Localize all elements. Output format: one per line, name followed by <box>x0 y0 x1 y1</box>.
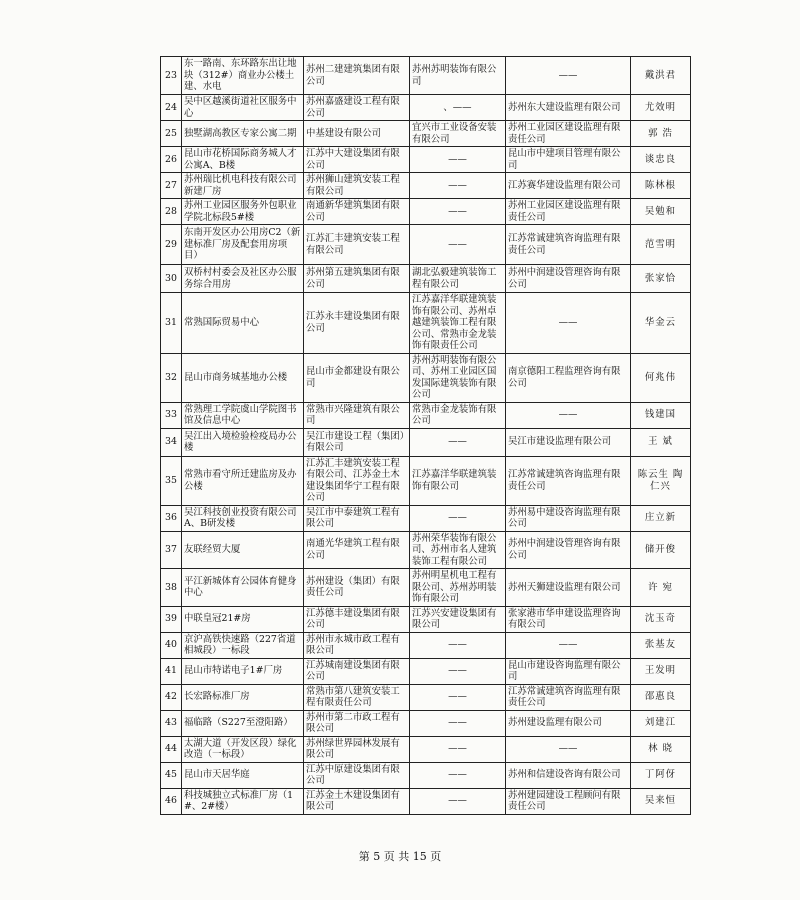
project-manager-cell: 庄立新 <box>631 505 691 531</box>
decoration-contractor-cell: —— <box>410 762 506 788</box>
table-row <box>161 606 691 632</box>
supervisor-cell: —— <box>506 736 631 762</box>
supervisor-cell: 昆山市中建项目管理有限公司 <box>506 147 631 173</box>
table-row <box>161 402 691 428</box>
contractor-cell: 中基建设有限公司 <box>304 121 410 147</box>
project-manager-cell: 丁阿伢 <box>631 762 691 788</box>
contractor-cell: 常熟市兴隆建筑有限公司 <box>304 402 410 428</box>
decoration-contractor-cell: 苏州荣华装饰有限公司、苏州市名人建筑装饰工程有限公司 <box>410 531 506 569</box>
project-manager-cell: 何兆伟 <box>631 353 691 402</box>
project-manager-cell: 刘建江 <box>631 710 691 736</box>
project-manager-cell: 范雪明 <box>631 225 691 265</box>
supervisor-cell: —— <box>506 402 631 428</box>
supervisor-cell: 苏州易中建设咨询监理有限公司 <box>506 505 631 531</box>
project-manager-cell: 戴洪君 <box>631 57 691 95</box>
contractor-cell: 苏州市永城市政工程有限公司 <box>304 632 410 658</box>
project-manager-cell: 张家恰 <box>631 265 691 293</box>
project-name-cell: 昆山市花桥国际商务城人才公寓A、B楼 <box>182 147 304 173</box>
decoration-contractor-cell: —— <box>410 505 506 531</box>
decoration-contractor-cell: 常熟市金龙装饰有限公司 <box>410 402 506 428</box>
contractor-cell: 苏州第五建筑集团有限公司 <box>304 265 410 293</box>
table-body <box>161 57 691 815</box>
supervisor-cell: 苏州中润建设管理咨询有限公司 <box>506 531 631 569</box>
project-name-cell: 吴中区越溪街道社区服务中心 <box>182 95 304 121</box>
row-number-cell: 44 <box>161 736 182 762</box>
project-manager-cell: 林 晓 <box>631 736 691 762</box>
project-manager-cell: 沈玉奇 <box>631 606 691 632</box>
row-number-cell: 37 <box>161 531 182 569</box>
supervisor-cell: 苏州工业园区建设监理有限责任公司 <box>506 121 631 147</box>
contractor-cell: 江苏永丰建设集团有限公司 <box>304 293 410 354</box>
decoration-contractor-cell: —— <box>410 788 506 814</box>
row-number-cell: 34 <box>161 428 182 456</box>
table-row <box>161 658 691 684</box>
table-row <box>161 428 691 456</box>
project-name-cell: 福临路（S227至澄阳路） <box>182 710 304 736</box>
table-row <box>161 531 691 569</box>
supervisor-cell: 苏州建园建设工程顾问有限责任公司 <box>506 788 631 814</box>
contractor-cell: 江苏中大建设集团有限公司 <box>304 147 410 173</box>
supervisor-cell: —— <box>506 293 631 354</box>
row-number-cell: 33 <box>161 402 182 428</box>
table-row <box>161 57 691 95</box>
supervisor-cell: 江苏常诚建筑咨询监理有限责任公司 <box>506 456 631 505</box>
table-row <box>161 632 691 658</box>
table-row <box>161 95 691 121</box>
row-number-cell: 29 <box>161 225 182 265</box>
contractor-cell: 吴江市建设工程（集团）有限公司 <box>304 428 410 456</box>
supervisor-cell: 苏州中润建设管理咨询有限公司 <box>506 265 631 293</box>
row-number-cell: 41 <box>161 658 182 684</box>
project-name-cell: 吴江出入境检验检疫局办公楼 <box>182 428 304 456</box>
project-manager-cell: 许 宛 <box>631 569 691 607</box>
project-name-cell: 科技城独立式标准厂房（1#、2#楼） <box>182 788 304 814</box>
decoration-contractor-cell: —— <box>410 684 506 710</box>
table-row <box>161 762 691 788</box>
project-name-cell: 双桥村村委会及社区办公服务综合用房 <box>182 265 304 293</box>
contractor-cell: 苏州市第二市政工程有限公司 <box>304 710 410 736</box>
supervisor-cell: 江苏常诚建筑咨询监理有限责任公司 <box>506 684 631 710</box>
contractor-cell: 苏州建设（集团）有限责任公司 <box>304 569 410 607</box>
project-manager-cell: 吴勉和 <box>631 199 691 225</box>
contractor-cell: 苏州绿世界园林发展有限公司 <box>304 736 410 762</box>
project-name-cell: 常熟国际贸易中心 <box>182 293 304 354</box>
decoration-contractor-cell: —— <box>410 199 506 225</box>
contractor-cell: 南通光华建筑工程有限公司 <box>304 531 410 569</box>
row-number-cell: 23 <box>161 57 182 95</box>
decoration-contractor-cell: 湖北弘毅建筑装饰工程有限公司 <box>410 265 506 293</box>
contractor-cell: 吴江市中泰建筑工程有限公司 <box>304 505 410 531</box>
decoration-contractor-cell: —— <box>410 710 506 736</box>
project-name-cell: 京沪高铁快速路（227省道相城段）一标段 <box>182 632 304 658</box>
table-row <box>161 147 691 173</box>
supervisor-cell: 张家港市华申建设监理咨询有限公司 <box>506 606 631 632</box>
supervisor-cell: 昆山市建设咨询监理有限公司 <box>506 658 631 684</box>
contractor-cell: 江苏汇丰建筑安装工程有限公司、江苏金土木建设集团华宁工程有限公司 <box>304 456 410 505</box>
table-row <box>161 199 691 225</box>
contractor-cell: 苏州二建建筑集团有限公司 <box>304 57 410 95</box>
project-manager-cell: 陈林根 <box>631 173 691 199</box>
decoration-contractor-cell: 、—— <box>410 95 506 121</box>
row-number-cell: 26 <box>161 147 182 173</box>
row-number-cell: 35 <box>161 456 182 505</box>
contractor-cell: 江苏中原建设集团有限公司 <box>304 762 410 788</box>
project-name-cell: 苏州瑞比机电科技有限公司新建厂房 <box>182 173 304 199</box>
row-number-cell: 27 <box>161 173 182 199</box>
row-number-cell: 24 <box>161 95 182 121</box>
table-row <box>161 265 691 293</box>
project-name-cell: 昆山市天居华庭 <box>182 762 304 788</box>
project-name-cell: 常熟理工学院虞山学院图书馆及信息中心 <box>182 402 304 428</box>
project-name-cell: 中联皇冠21#房 <box>182 606 304 632</box>
row-number-cell: 25 <box>161 121 182 147</box>
row-number-cell: 46 <box>161 788 182 814</box>
project-name-cell: 常熟市看守所迁建监房及办公楼 <box>182 456 304 505</box>
table-row <box>161 353 691 402</box>
row-number-cell: 38 <box>161 569 182 607</box>
project-manager-cell: 吴来恒 <box>631 788 691 814</box>
project-manager-cell: 尤效明 <box>631 95 691 121</box>
supervisor-cell: 苏州建设监理有限公司 <box>506 710 631 736</box>
project-manager-cell: 郭 浩 <box>631 121 691 147</box>
contractor-cell: 苏州狮山建筑安装工程有限公司 <box>304 173 410 199</box>
contractor-cell: 常熟市第八建筑安装工程有限责任公司 <box>304 684 410 710</box>
table-row <box>161 456 691 505</box>
table-row <box>161 173 691 199</box>
row-number-cell: 42 <box>161 684 182 710</box>
supervisor-cell: —— <box>506 632 631 658</box>
table-row <box>161 293 691 354</box>
project-name-cell: 吴江科技创业投资有限公司A、B研发楼 <box>182 505 304 531</box>
project-manager-cell: 储开俊 <box>631 531 691 569</box>
contractor-cell: 江苏德丰建设集团有限公司 <box>304 606 410 632</box>
row-number-cell: 30 <box>161 265 182 293</box>
project-manager-cell: 张基友 <box>631 632 691 658</box>
project-name-cell: 平江新城体育公园体育健身中心 <box>182 569 304 607</box>
project-name-cell: 友联经贸大厦 <box>182 531 304 569</box>
project-manager-cell: 陈云生 陶仁兴 <box>631 456 691 505</box>
row-number-cell: 45 <box>161 762 182 788</box>
decoration-contractor-cell: —— <box>410 173 506 199</box>
projects-table <box>160 56 691 815</box>
contractor-cell: 江苏城南建设集团有限公司 <box>304 658 410 684</box>
table-row <box>161 225 691 265</box>
project-manager-cell: 王发明 <box>631 658 691 684</box>
supervisor-cell: —— <box>506 57 631 95</box>
project-manager-cell: 谈忠良 <box>631 147 691 173</box>
decoration-contractor-cell: 江苏嘉洋华联建筑装饰有限公司、苏州卓越建筑装饰工程有限公司、常熟市金龙装饰有限责任公司 <box>410 293 506 354</box>
project-name-cell: 东一路南、东环路东出让地块（312#）商业办公楼土建、水电 <box>182 57 304 95</box>
project-name-cell: 太湖大道（开发区段）绿化改造（一标段） <box>182 736 304 762</box>
row-number-cell: 32 <box>161 353 182 402</box>
table-row <box>161 788 691 814</box>
supervisor-cell: 吴江市建设监理有限公司 <box>506 428 631 456</box>
table-row <box>161 710 691 736</box>
decoration-contractor-cell: 宜兴市工业设备安装有限公司 <box>410 121 506 147</box>
table-row <box>161 736 691 762</box>
row-number-cell: 36 <box>161 505 182 531</box>
table-row <box>161 684 691 710</box>
supervisor-cell: 苏州东大建设监理有限公司 <box>506 95 631 121</box>
decoration-contractor-cell: 苏州明星机电工程有限公司、苏州苏明装饰有限公司 <box>410 569 506 607</box>
decoration-contractor-cell: 江苏嘉洋华联建筑装饰有限公司 <box>410 456 506 505</box>
project-manager-cell: 钱建国 <box>631 402 691 428</box>
decoration-contractor-cell: 苏州苏明装饰有限公司、苏州工业园区国发国际建筑装饰有限公司 <box>410 353 506 402</box>
supervisor-cell: 苏州天狮建设监理有限公司 <box>506 569 631 607</box>
row-number-cell: 43 <box>161 710 182 736</box>
project-name-cell: 独墅湖高教区专家公寓二期 <box>182 121 304 147</box>
project-name-cell: 昆山市商务城基地办公楼 <box>182 353 304 402</box>
decoration-contractor-cell: —— <box>410 632 506 658</box>
supervisor-cell: 苏州和信建设咨询有限公司 <box>506 762 631 788</box>
contractor-cell: 江苏汇丰建筑安装工程有限公司 <box>304 225 410 265</box>
row-number-cell: 28 <box>161 199 182 225</box>
page-footer: 第 5 页 共 15 页 <box>358 850 442 863</box>
decoration-contractor-cell: —— <box>410 147 506 173</box>
supervisor-cell: 苏州工业园区建设监理有限责任公司 <box>506 199 631 225</box>
contractor-cell: 江苏金土木建设集团有限公司 <box>304 788 410 814</box>
project-name-cell: 苏州工业园区服务外包职业学院北标段5#楼 <box>182 199 304 225</box>
supervisor-cell: 江苏常诚建筑咨询监理有限责任公司 <box>506 225 631 265</box>
row-number-cell: 31 <box>161 293 182 354</box>
table-row <box>161 121 691 147</box>
decoration-contractor-cell: —— <box>410 736 506 762</box>
table-row <box>161 505 691 531</box>
decoration-contractor-cell: 苏州苏明装饰有限公司 <box>410 57 506 95</box>
decoration-contractor-cell: —— <box>410 658 506 684</box>
project-name-cell: 昆山市特诺电子1#厂房 <box>182 658 304 684</box>
row-number-cell: 39 <box>161 606 182 632</box>
project-manager-cell: 邵惠良 <box>631 684 691 710</box>
supervisor-cell: 南京德阳工程监理咨询有限公司 <box>506 353 631 402</box>
project-name-cell: 东南开发区办公用房C2（新建标准厂房及配套用房项目） <box>182 225 304 265</box>
contractor-cell: 南通新华建筑集团有限公司 <box>304 199 410 225</box>
project-name-cell: 长宏路标准厂房 <box>182 684 304 710</box>
supervisor-cell: 江苏赛华建设监理有限公司 <box>506 173 631 199</box>
table-row <box>161 569 691 607</box>
row-number-cell: 40 <box>161 632 182 658</box>
project-manager-cell: 王 斌 <box>631 428 691 456</box>
decoration-contractor-cell: —— <box>410 225 506 265</box>
contractor-cell: 苏州嘉盛建设工程有限公司 <box>304 95 410 121</box>
contractor-cell: 昆山市金都建设有限公司 <box>304 353 410 402</box>
decoration-contractor-cell: —— <box>410 428 506 456</box>
project-manager-cell: 华金云 <box>631 293 691 354</box>
decoration-contractor-cell: 江苏兴安建设集团有限公司 <box>410 606 506 632</box>
